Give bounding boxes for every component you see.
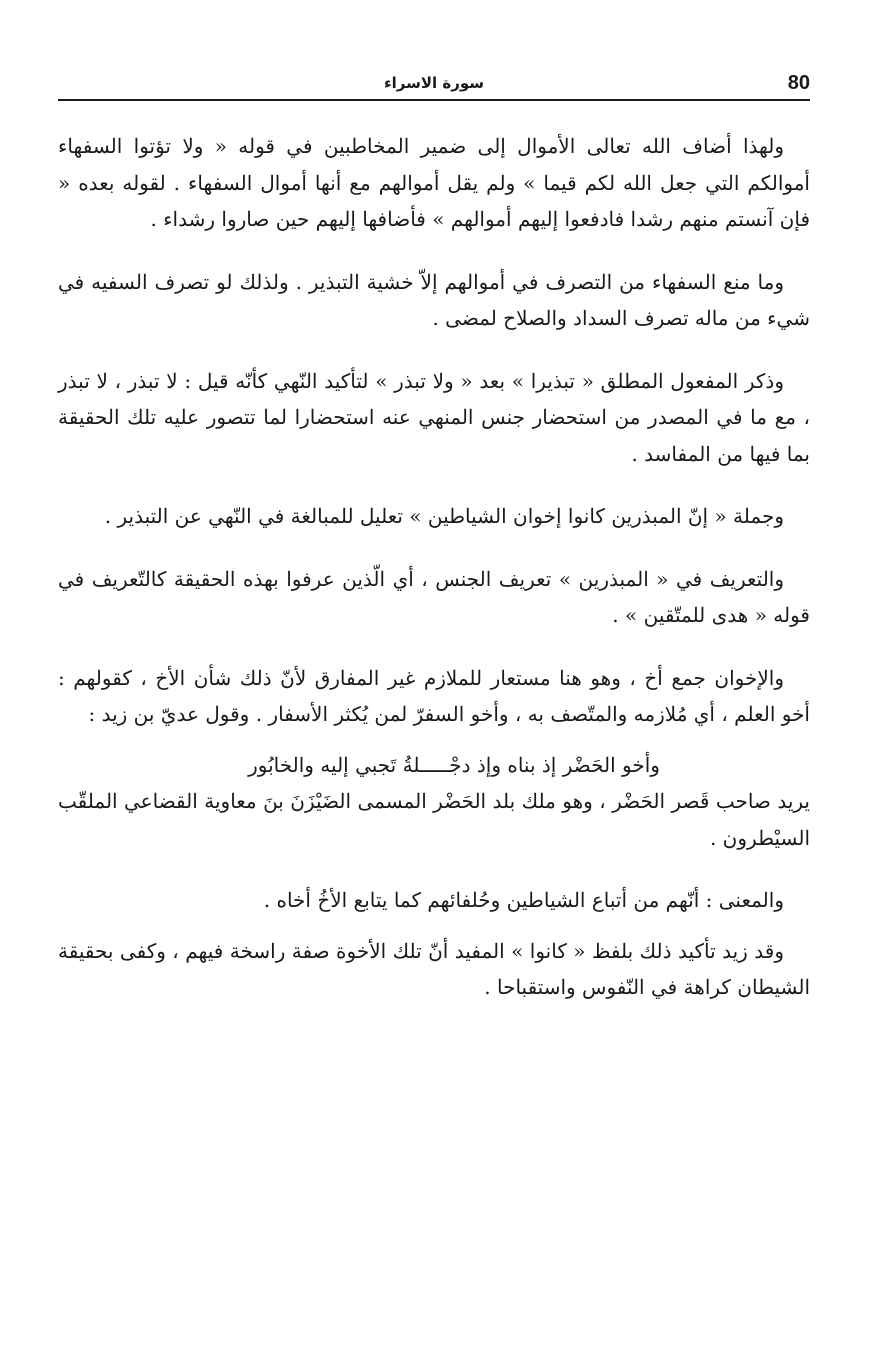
body-text [58, 128, 810, 1032]
paragraph-6: والإخوان جمع أخ ، وهو هنا مستعار للملازم غير المفارق لأنّ ذلك شأن الأخ ، كقولهم : أخو العلم ، أي مُلازمه والمتّصف به ، وأخو السفرّ لمن يُكثر الأسفار . وقول عديّ بن زيد : [58, 665, 810, 726]
header-rule [58, 99, 810, 101]
paragraph-5: والتعريف في « المبذرين » تعريف الجنس ، أي الّذين عرفوا بهذه الحقيقة كالتّعريف في قوله « هدى للمتّقين » . [58, 566, 810, 627]
paragraph-2: وما منع السفهاء من التصرف في أموالهم إلاّ خشية التبذير . ولذلك لو تصرف السفيه في شيء من ماله تصرف السداد والصلاح لمضى . [58, 269, 810, 330]
poetry-verse: وأخو الحَضْر إذ بناه وإذ دجْـــــلةُ تَجبي إليه والخابُور [248, 752, 660, 777]
paragraph-1: ولهذا أضاف الله تعالى الأموال إلى ضمير المخاطبين في قوله « ولا تؤتوا السفهاء أموالكم التي جعل الله لكم قيما » ولم يقل أموالهم مع أنها أموال السفهاء . لقوله بعده « فإن آنستم منهم رشدا فادفعوا إليهم أموالهم » فأضافها إليهم حين صاروا رشداء . [58, 134, 810, 231]
paragraph-4: وجملة « إنّ المبذرين كانوا إخوان الشياطين » تعليل للمبالغة في النّهي عن التبذير . [104, 504, 784, 528]
page-header [58, 70, 810, 100]
paragraph-8: والمعنى : أنّهم من أتباع الشياطين وحُلفائهم كما يتابع الأخُ أخاه . [263, 888, 784, 912]
page-number: 80 [787, 72, 810, 94]
running-title: سورة الاسراء [383, 74, 485, 92]
paragraph-7: يريد صاحب قَصر الحَضْر ، وهو ملك بلد الحَضْر المسمى الضَيْزَنَ بنَ معاوية القضاعي الملقّب السيْطرون . [58, 789, 810, 850]
paragraph-3: وذكر المفعول المطلق « تبذيرا » بعد « ولا تبذر » لتأكيد النّهي كأنّه قيل : لا تبذر ، لا تبذر ، مع ما في المصدر من استحضار جنس المنهي عنه استحضارا لما تتصور عليه تلك الحقيقة بما فيها من المفاسد . [58, 368, 810, 466]
paragraph-9: وقد زيد تأكيد ذلك بلفظ « كانوا » المفيد أنّ تلك الأخوة صفة راسخة فيهم ، وكفى بحقيقة الشيطان كراهة في النّفوس واستقباحا . [58, 938, 810, 999]
